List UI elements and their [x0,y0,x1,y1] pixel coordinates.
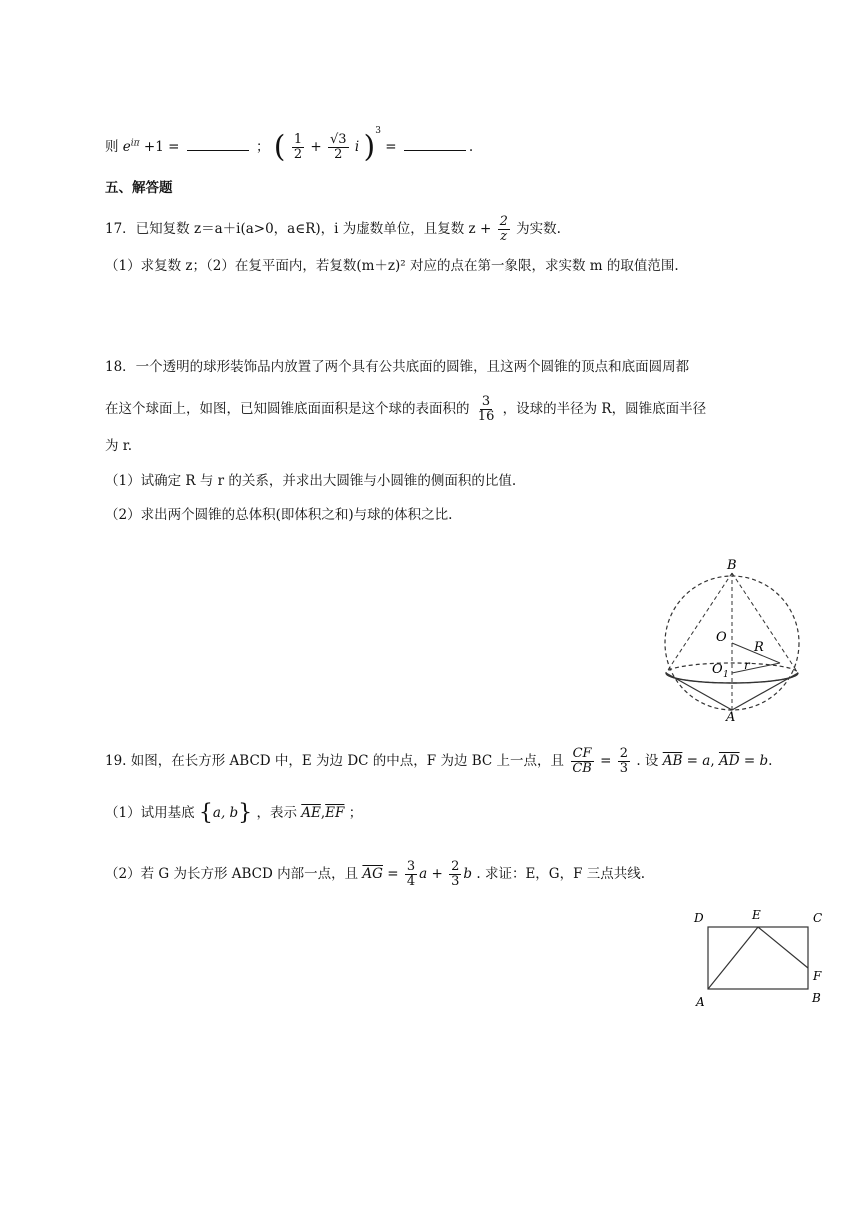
section-heading: 五、解答题 [105,180,173,196]
label-r: r [744,658,750,672]
cone-edge-right [732,573,798,673]
q19-part2: （2）若 G 为长方形 ABCD 内部一点，且 $\overline{AG}$ = $\frac{3}{4}$ a + $\frac{2}{3}$ b . 求证：E，G，F 三点共线. [105,859,646,889]
q18-frac: $\frac{3}{16}$ [477,394,495,424]
label-A: A [726,710,736,725]
segment-ef [758,927,808,968]
q19-rectangle-figure [688,902,828,1012]
label-B: B [727,558,737,573]
label-A: A [696,995,705,1009]
cone-edge-left [666,573,732,673]
q19-part1: （1）试用基底 {a, b} ，表示 $\overline{AE},\overline{EF}$ ； [105,800,363,826]
segment-ae [708,927,758,989]
q16-cube: 3 [375,126,381,136]
q16-answer-line: 则 $e^{i\pi} +1$ = ； ( $\frac{1}{2}$ + $\frac{√3}{2}$ i )$^3$ = . [105,126,474,165]
label-B: B [812,991,821,1005]
q16-prefix: 则 [105,139,119,155]
q17-line2: （1）求复数 z；（2）在复平面内，若复数(m＋z)² 对应的点在第一象限，求实数 m 的取值范围. [105,258,679,274]
q17-frac: $\frac{2}{z}$ [499,214,508,244]
rectangle-abcd [708,927,808,989]
q16-e-sup: iπ [130,138,140,149]
q16-expr1-rest: +1 = [143,139,180,155]
q18-part1: （1）试确定 R 与 r 的关系，并求出大圆锥与小圆锥的侧面积的比值. [105,473,517,489]
q16-blank-2[interactable] [404,136,466,151]
q17-line1: 17．已知复数 z＝a＋i(a>0，a∈R)，i 为虚数单位，且复数 z + $\frac{2}{z}$ 为实数. [105,214,561,244]
q18-line1: 18．一个透明的球形装饰品内放置了两个具有公共底面的圆锥，且这两个圆锥的顶点和底面圆周都 [105,359,690,375]
q16-sep: ； [256,139,270,155]
label-O1-sub: 1 [723,670,729,680]
q18-line2: 在这个球面上，如图，已知圆锥底面面积是这个球的表面积的 $\frac{3}{16}$ ，设球的半径为 R，圆锥底面半径 [105,394,707,424]
q19-frac-23: $\frac{2}{3}$ [619,746,629,776]
q16-e: e [122,139,131,155]
label-O1: O [712,662,723,677]
label-E: E [752,908,761,922]
q16-frac-half: $\frac{1}{2}$ [293,132,303,162]
label-C: C [813,911,823,925]
q16-frac-sqrt3: $\frac{√3}{2}$ [330,132,347,162]
q18-line3: 为 r. [105,438,133,454]
label-R: R [754,640,764,655]
label-F: F [813,969,822,983]
label-D: D [694,911,704,925]
radius-r [732,663,780,673]
q19-line1: 19. 如图，在长方形 ABCD 中，E 为边 DC 的中点，F 为边 BC 上一点，且 $\frac{CF}{CB}$ = $\frac{2}{3}$ . 设 $\overline{AB} = a$, $\overline{AD} = b$. [105,746,773,776]
q18-part2: （2）求出两个圆锥的总体积(即体积之和)与球的体积之比. [105,507,453,523]
small-cone-right [732,673,798,710]
q16-blank-1[interactable] [187,136,249,151]
q18-sphere-figure [650,555,810,725]
label-O: O [716,630,727,645]
q19-frac-cfcb: $\frac{CF}{CB}$ [572,746,592,776]
